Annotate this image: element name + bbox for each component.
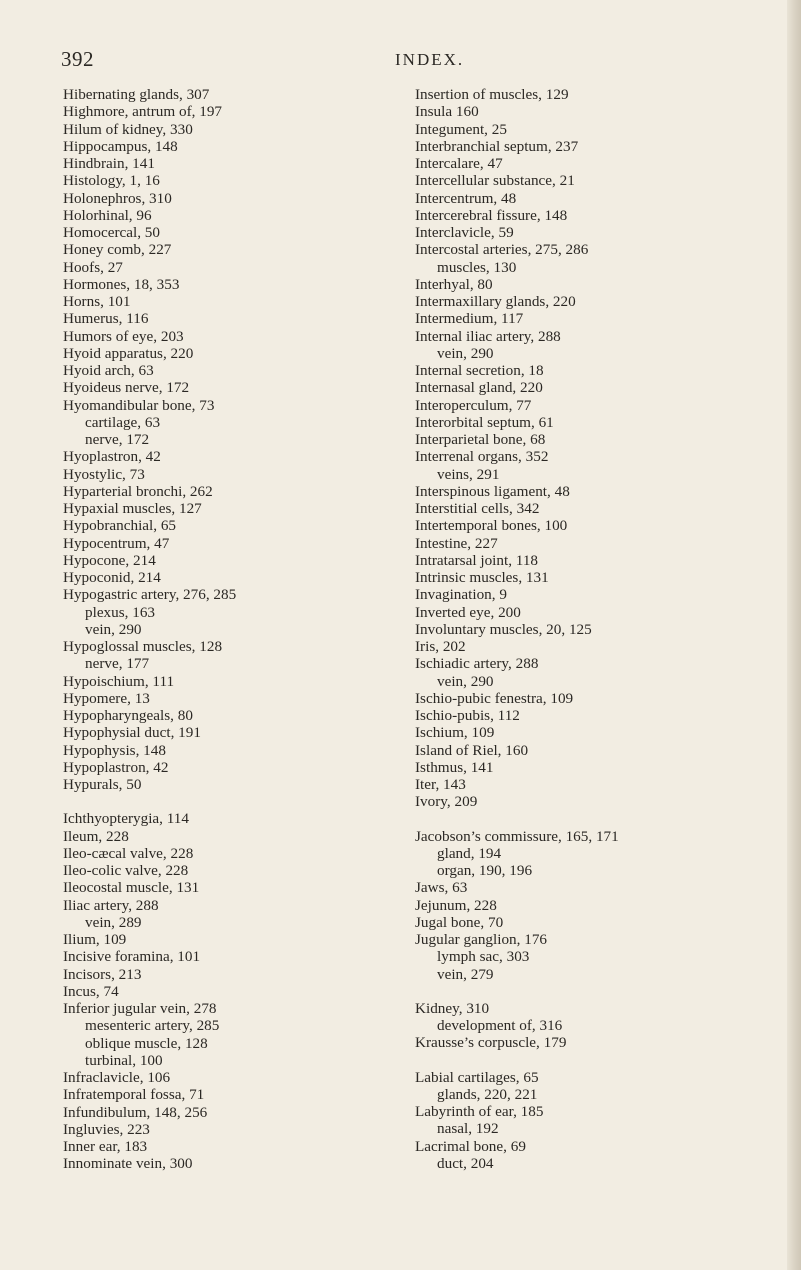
index-entry: Interhyal, 80	[415, 275, 493, 293]
index-entry: Humors of eye, 203	[63, 327, 184, 345]
index-entry: Krausse’s corpuscle, 179	[415, 1034, 567, 1052]
index-column-right	[415, 86, 745, 1172]
index-entry: Iter, 143	[415, 776, 466, 793]
index-entry: Ischio-pubis, 112	[415, 707, 520, 724]
index-entry: Histology, 1, 16	[63, 172, 160, 190]
index-entry: Inner ear, 183	[63, 1138, 148, 1155]
index-subentry: plexus, 163	[85, 603, 156, 621]
page-number: 392	[61, 47, 94, 71]
index-entry: Hypoconid, 214	[63, 569, 161, 586]
index-subentry: veins, 291	[437, 465, 500, 483]
index-entry: Interoperculum, 77	[415, 396, 532, 414]
index-subentry: nasal, 192	[437, 1120, 499, 1138]
index-entry: Honey comb, 227	[63, 241, 172, 259]
section-gap	[415, 811, 745, 828]
index-entry: Interstitial cells, 342	[415, 500, 540, 517]
index-subentry: nerve, 177	[85, 655, 150, 673]
index-entry: Hypocentrum, 47	[63, 534, 170, 552]
index-entry: Hypoischium, 111	[63, 672, 175, 690]
index-entry: Intercostal arteries, 275, 286	[415, 241, 589, 259]
index-entry: Labial cartilages, 65	[415, 1068, 539, 1086]
index-entry: Ischium, 109	[415, 724, 495, 742]
index-entry: Interclavicle, 59	[415, 224, 514, 241]
index-entry: Involuntary muscles, 20, 125	[415, 620, 592, 638]
index-entry: Ischio-pubic fenestra, 109	[415, 689, 574, 707]
index-entry: Infraclavicle, 106	[63, 1069, 171, 1086]
index-entry: Internal secretion, 18	[415, 362, 544, 379]
index-subentry: lymph sac, 303	[437, 948, 530, 966]
index-entry: Interspinous ligament, 48	[415, 482, 570, 500]
index-entry: Insula 160	[415, 103, 479, 121]
index-entry: Interrenal organs, 352	[415, 448, 549, 466]
index-entry: Interorbital septum, 61	[415, 413, 554, 431]
index-entry: Holonephros, 310	[63, 189, 172, 207]
index-entry: Hypoplastron, 42	[63, 758, 169, 776]
index-entry: Ichthyopterygia, 114	[63, 810, 189, 828]
index-entry: Insertion of muscles, 129	[415, 86, 569, 103]
index-entry: Hippocampus, 148	[63, 137, 178, 155]
index-entry: Jugal bone, 70	[415, 913, 504, 931]
index-subentry: gland, 194	[437, 844, 502, 862]
index-subentry: vein, 279	[437, 965, 494, 983]
index-entry: Hypurals, 50	[63, 776, 142, 793]
index-entry: Hyoplastron, 42	[63, 448, 161, 466]
index-entry: Hyoid apparatus, 220	[63, 344, 194, 362]
index-entry: Hyostylic, 73	[63, 465, 145, 483]
index-entry: Hypophysial duct, 191	[63, 724, 201, 742]
index-entry: Intercalare, 47	[415, 155, 503, 172]
index-entry: Isthmus, 141	[415, 758, 494, 776]
index-entry: Incisors, 213	[63, 965, 142, 983]
index-entry: Interparietal bone, 68	[415, 431, 546, 448]
index-entry: Hilum of kidney, 330	[63, 120, 193, 138]
index-subentry: vein, 290	[437, 672, 494, 690]
section-gap	[63, 793, 393, 810]
section-gap	[415, 983, 745, 1000]
index-subentry: mesenteric artery, 285	[85, 1017, 220, 1035]
index-entry: Innominate vein, 300	[63, 1155, 193, 1173]
index-subentry: vein, 289	[85, 913, 142, 931]
section-gap	[415, 1052, 745, 1069]
index-entry: Internasal gland, 220	[415, 379, 543, 397]
index-entry: Hypogastric artery, 276, 285	[63, 586, 237, 604]
index-entry: Intercellular substance, 21	[415, 172, 575, 190]
index-entry: Internal iliac artery, 288	[415, 327, 561, 345]
index-entry: Ingluvies, 223	[63, 1120, 150, 1138]
index-entry: Inverted eye, 200	[415, 603, 521, 621]
index-entry: Homocercal, 50	[63, 224, 160, 241]
index-entry: Intermaxillary glands, 220	[415, 293, 576, 310]
index-entry: Horns, 101	[63, 293, 131, 310]
index-entry: Iris, 202	[415, 638, 466, 655]
index-entry: Hormones, 18, 353	[63, 275, 180, 293]
index-subentry: cartilage, 63	[85, 413, 161, 431]
running-head: INDEX.	[395, 50, 465, 69]
index-subentry: development of, 316	[437, 1017, 563, 1034]
page-edge	[787, 0, 801, 1270]
index-subentry: vein, 290	[437, 344, 494, 362]
index-entry: Intestine, 227	[415, 534, 498, 552]
index-entry: Hypobranchial, 65	[63, 517, 177, 535]
index-entry: Iliac artery, 288	[63, 896, 159, 914]
index-subentry: nerve, 172	[85, 431, 150, 448]
index-entry: Lacrimal bone, 69	[415, 1137, 526, 1155]
index-entry: Holorhinal, 96	[63, 206, 152, 224]
index-entry: Hyomandibular bone, 73	[63, 396, 215, 414]
index-entry: Ileo-cæcal valve, 228	[63, 844, 194, 862]
index-entry: Interbranchial septum, 237	[415, 137, 579, 155]
index-entry: Intercerebral fissure, 148	[415, 206, 568, 224]
index-subentry: oblique muscle, 128	[85, 1034, 208, 1052]
index-entry: Invagination, 9	[415, 586, 507, 604]
index-entry: Hypomere, 13	[63, 689, 150, 707]
index-subentry: glands, 220, 221	[437, 1085, 538, 1103]
index-entry: Intrinsic muscles, 131	[415, 569, 549, 586]
index-entry: Jacobson’s commissure, 165, 171	[415, 827, 619, 845]
index-entry: Infratemporal fossa, 71	[63, 1086, 205, 1104]
index-entry: Ilium, 109	[63, 931, 127, 948]
index-column-left	[63, 86, 393, 1173]
index-subentry: duct, 204	[437, 1154, 494, 1172]
index-entry: Jejunum, 228	[415, 896, 497, 914]
index-entry: Infundibulum, 148, 256	[63, 1103, 208, 1121]
index-entry: Kidney, 310	[415, 999, 490, 1017]
index-subentry: muscles, 130	[437, 258, 517, 276]
index-entry: Hypopharyngeals, 80	[63, 707, 193, 724]
index-entry: Jugular ganglion, 176	[415, 931, 548, 948]
index-entry: Intertemporal bones, 100	[415, 517, 568, 535]
index-entry: Inferior jugular vein, 278	[63, 1000, 217, 1017]
index-entry: Incus, 74	[63, 982, 119, 1000]
index-subentry: organ, 190, 196	[437, 862, 533, 879]
index-entry: Island of Riel, 160	[415, 741, 529, 759]
index-entry: Hyoid arch, 63	[63, 362, 154, 379]
index-entry: Hoofs, 27	[63, 258, 123, 276]
index-entry: Hypoglossal muscles, 128	[63, 638, 223, 655]
index-entry: Hyparterial bronchi, 262	[63, 482, 213, 500]
index-entry: Incisive foramina, 101	[63, 948, 201, 966]
index-entry: Jaws, 63	[415, 879, 468, 897]
index-entry: Integument, 25	[415, 120, 507, 138]
index-entry: Ileocostal muscle, 131	[63, 879, 200, 897]
index-subentry: vein, 290	[85, 620, 142, 638]
index-entry: Intratarsal joint, 118	[415, 551, 539, 569]
index-entry: Labyrinth of ear, 185	[415, 1103, 544, 1120]
index-entry: Highmore, antrum of, 197	[63, 103, 223, 121]
index-entry: Intercentrum, 48	[415, 189, 517, 207]
index-entry: Ileo-colic valve, 228	[63, 862, 189, 879]
index-entry: Humerus, 116	[63, 310, 149, 328]
index-entry: Hypocone, 214	[63, 551, 156, 569]
index-entry: Hibernating glands, 307	[63, 86, 210, 103]
index-entry: Hyoideus nerve, 172	[63, 379, 190, 397]
index-entry: Ischiadic artery, 288	[415, 655, 539, 673]
index-entry: Hypaxial muscles, 127	[63, 500, 202, 517]
index-entry: Ileum, 228	[63, 827, 129, 845]
index-entry: Ivory, 209	[415, 793, 478, 811]
index-subentry: turbinal, 100	[85, 1051, 163, 1069]
index-entry: Intermedium, 117	[415, 310, 524, 328]
index-entry: Hypophysis, 148	[63, 741, 166, 759]
index-entry: Hindbrain, 141	[63, 155, 155, 172]
